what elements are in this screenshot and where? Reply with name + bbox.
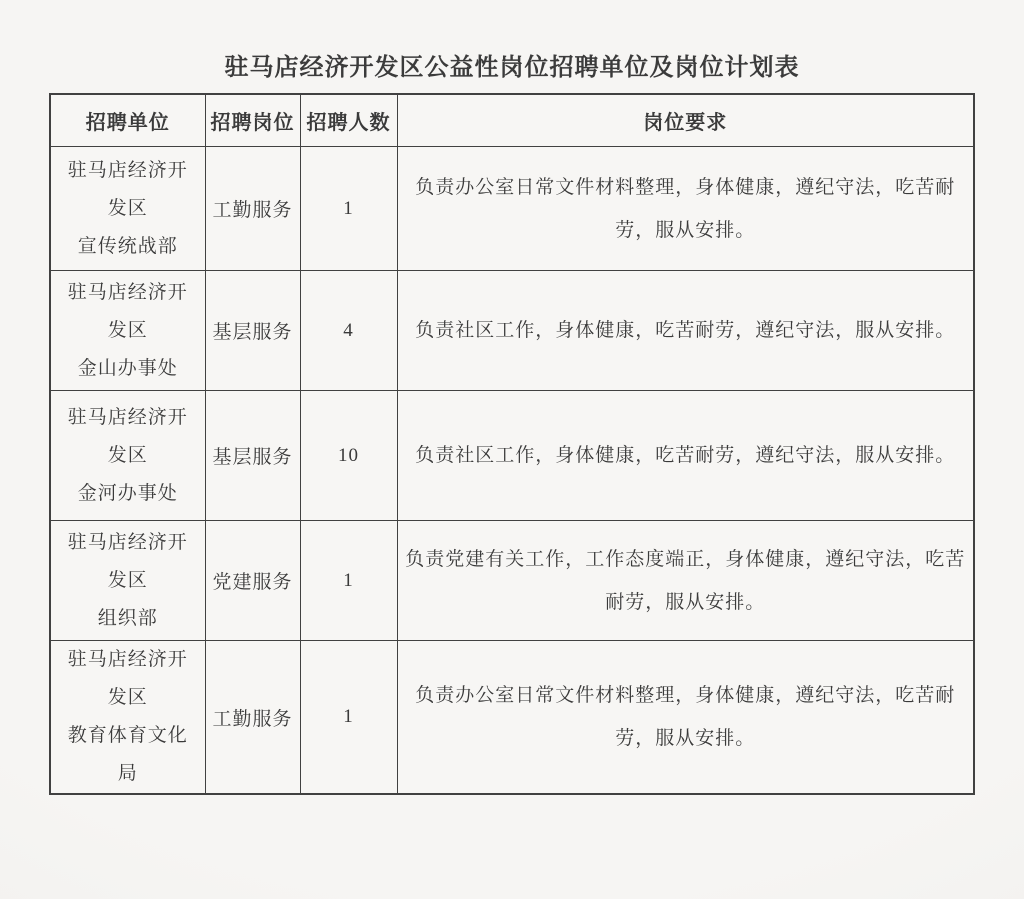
table-header-row — [50, 94, 974, 147]
requirements-cell: 负责办公室日常文件材料整理，身体健康，遵纪守法，吃苦耐劳，服从安排。 — [397, 147, 974, 271]
unit-line: 驻马店经济开 — [67, 159, 188, 181]
unit-line: 宣传统战部 — [77, 235, 178, 257]
position-cell: 工勤服务 — [205, 147, 300, 271]
header-position: 招聘岗位 — [205, 94, 300, 147]
requirements-cell: 负责社区工作，身体健康，吃苦耐劳，遵纪守法，服从安排。 — [397, 391, 974, 521]
position-cell: 工勤服务 — [205, 641, 300, 795]
unit-line: 金山办事处 — [77, 357, 178, 379]
position-cell: 基层服务 — [205, 391, 300, 521]
requirements-cell: 负责社区工作，身体健康，吃苦耐劳，遵纪守法，服从安排。 — [397, 271, 974, 391]
count-cell: 1 — [300, 641, 397, 795]
unit-line: 组织部 — [97, 607, 158, 629]
unit-cell — [50, 641, 205, 795]
unit-line: 发区 — [107, 319, 148, 341]
unit-cell — [50, 521, 205, 641]
unit-line: 发区 — [107, 569, 148, 591]
unit-cell — [50, 147, 205, 271]
unit-line: 金河办事处 — [77, 482, 178, 504]
unit-cell — [50, 391, 205, 521]
table-row — [50, 271, 974, 391]
unit-line: 驻马店经济开 — [67, 649, 188, 670]
header-unit: 招聘单位 — [50, 94, 205, 147]
header-count: 招聘人数 — [300, 94, 397, 147]
unit-cell — [50, 271, 205, 391]
unit-line: 局 — [117, 763, 138, 784]
unit-line: 发区 — [107, 444, 148, 466]
recruitment-plan-table — [49, 93, 975, 795]
count-cell: 10 — [300, 391, 397, 521]
unit-line: 发区 — [107, 687, 148, 708]
table-row — [50, 521, 974, 641]
unit-line: 教育体育文化 — [67, 725, 188, 746]
table-row — [50, 391, 974, 521]
unit-line: 驻马店经济开 — [67, 406, 188, 428]
count-cell: 4 — [300, 271, 397, 391]
position-cell: 党建服务 — [205, 521, 300, 641]
page-title: 驻马店经济开发区公益性岗位招聘单位及岗位计划表 — [224, 54, 800, 81]
position-cell: 基层服务 — [205, 271, 300, 391]
requirements-cell: 负责党建有关工作，工作态度端正，身体健康，遵纪守法，吃苦耐劳，服从安排。 — [397, 521, 974, 641]
header-requirements: 岗位要求 — [397, 94, 974, 147]
unit-line: 发区 — [107, 197, 148, 219]
requirements-cell: 负责办公室日常文件材料整理，身体健康，遵纪守法，吃苦耐劳，服从安排。 — [397, 641, 974, 795]
unit-line: 驻马店经济开 — [67, 531, 188, 553]
unit-line: 驻马店经济开 — [67, 281, 188, 303]
table-row — [50, 147, 974, 271]
count-cell: 1 — [300, 147, 397, 271]
table-row — [50, 641, 974, 795]
count-cell: 1 — [300, 521, 397, 641]
